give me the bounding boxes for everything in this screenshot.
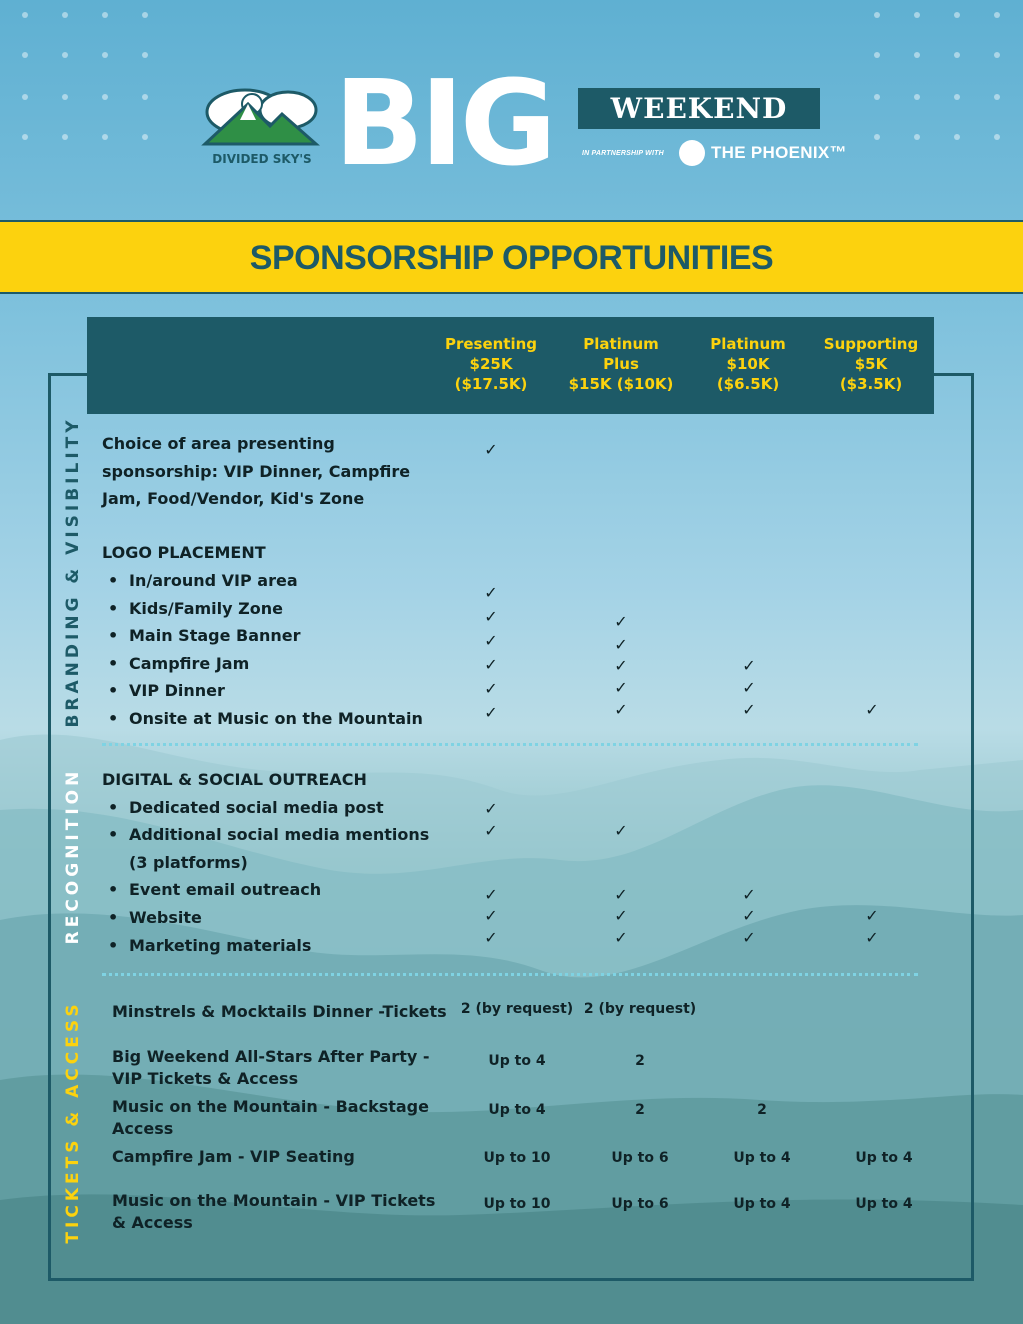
check-mark: ✓ bbox=[614, 656, 628, 675]
check-mark: ✓ bbox=[614, 612, 628, 631]
list-item: • Main Stage Banner bbox=[112, 626, 301, 645]
list-item-continuation: (3 platforms) bbox=[129, 853, 248, 872]
check-mark: ✓ bbox=[614, 928, 628, 947]
table-cell: 2 bbox=[635, 1053, 645, 1069]
check-mark: ✓ bbox=[614, 885, 628, 904]
check-mark: ✓ bbox=[484, 928, 498, 947]
weekend-wordmark: WEEKEND bbox=[578, 88, 820, 129]
check-mark: ✓ bbox=[484, 631, 498, 650]
table-cell: Up to 4 bbox=[855, 1196, 913, 1212]
list-item: • Dedicated social media post bbox=[112, 798, 384, 817]
column-platinum-plus: Platinum Plus $15K ($10K) bbox=[568, 335, 674, 393]
check-mark: ✓ bbox=[742, 928, 756, 947]
section-label-recognition: RECOGNITION bbox=[63, 767, 83, 945]
choice-of-area-text: Choice of area presenting sponsorship: VIP Dinner, Campfire Jam, Food/Vendor, Kid's Zone bbox=[102, 434, 411, 508]
table-cell: Up to 4 bbox=[733, 1150, 791, 1166]
check-mark: ✓ bbox=[484, 440, 498, 459]
list-item: • Website bbox=[112, 908, 202, 927]
column-supporting: Supporting $5K ($3.5K) bbox=[823, 335, 919, 393]
table-cell: 2 bbox=[635, 1102, 645, 1118]
check-mark: ✓ bbox=[865, 700, 879, 719]
table-cell: Up to 4 bbox=[855, 1150, 913, 1166]
table-cell: Up to 6 bbox=[611, 1196, 669, 1212]
table-cell: 2 bbox=[757, 1102, 767, 1118]
check-mark: ✓ bbox=[484, 906, 498, 925]
section-divider bbox=[102, 743, 918, 746]
list-item: • Additional social media mentions bbox=[112, 825, 429, 844]
check-mark: ✓ bbox=[484, 821, 498, 840]
section-label-branding: BRANDING & VISIBILITY bbox=[63, 416, 83, 728]
table-row-label: Big Weekend All-Stars After Party - VIP Tickets & Access bbox=[112, 1047, 430, 1088]
partnership-text: IN PARTNERSHIP WITH bbox=[582, 150, 664, 157]
divided-sky-logo bbox=[200, 82, 322, 174]
check-mark: ✓ bbox=[865, 906, 879, 925]
check-mark: ✓ bbox=[742, 678, 756, 697]
check-mark: ✓ bbox=[614, 678, 628, 697]
list-item: • Onsite at Music on the Mountain bbox=[112, 709, 423, 728]
logo-placement-heading: LOGO PLACEMENT bbox=[102, 543, 266, 562]
check-mark: ✓ bbox=[484, 799, 498, 818]
column-presenting: Presenting $25K ($17.5K) bbox=[444, 335, 538, 393]
list-item: • Kids/Family Zone bbox=[112, 599, 283, 618]
check-mark: ✓ bbox=[484, 679, 498, 698]
table-cell: 2 (by request) bbox=[460, 1001, 574, 1017]
section-divider bbox=[102, 973, 918, 976]
check-mark: ✓ bbox=[614, 821, 628, 840]
title-banner bbox=[0, 220, 1023, 294]
check-mark: ✓ bbox=[742, 906, 756, 925]
table-row-label: Campfire Jam - VIP Seating bbox=[112, 1147, 355, 1166]
check-mark: ✓ bbox=[484, 655, 498, 674]
list-item: • VIP Dinner bbox=[112, 681, 225, 700]
table-cell: Up to 6 bbox=[611, 1150, 669, 1166]
column-platinum: Platinum $10K ($6.5K) bbox=[710, 335, 786, 393]
section-label-tickets: TICKETS & ACCESS bbox=[63, 1000, 83, 1244]
table-cell: Up to 10 bbox=[483, 1150, 551, 1166]
table-cell: Up to 4 bbox=[488, 1102, 546, 1118]
table-row-label: Minstrels & Mocktails Dinner -Tickets bbox=[112, 1002, 447, 1021]
check-mark: ✓ bbox=[614, 700, 628, 719]
logo-text: DIVIDED SKY'S bbox=[212, 152, 312, 166]
table-cell: 2 (by request) bbox=[583, 1001, 697, 1017]
page-title: SPONSORSHIP OPPORTUNITIES bbox=[249, 239, 774, 277]
list-item: • Event email outreach bbox=[112, 880, 321, 899]
check-mark: ✓ bbox=[614, 635, 628, 654]
phoenix-logo-icon bbox=[679, 140, 705, 166]
check-mark: ✓ bbox=[742, 700, 756, 719]
check-mark: ✓ bbox=[484, 583, 498, 602]
table-row-label: Music on the Mountain - VIP Tickets & Access bbox=[112, 1191, 436, 1232]
table-cell: Up to 10 bbox=[483, 1196, 551, 1212]
check-mark: ✓ bbox=[614, 906, 628, 925]
list-item: • Marketing materials bbox=[112, 936, 311, 955]
list-item: • Campfire Jam bbox=[112, 654, 249, 673]
check-mark: ✓ bbox=[742, 656, 756, 675]
check-mark: ✓ bbox=[865, 928, 879, 947]
check-mark: ✓ bbox=[484, 703, 498, 722]
digital-outreach-heading: DIGITAL & SOCIAL OUTREACH bbox=[102, 770, 367, 789]
list-item: • In/around VIP area bbox=[112, 571, 298, 590]
table-cell: Up to 4 bbox=[488, 1053, 546, 1069]
big-wordmark: BIG bbox=[334, 54, 553, 192]
table-row-label: Music on the Mountain - Backstage Access bbox=[112, 1097, 429, 1138]
check-mark: ✓ bbox=[484, 885, 498, 904]
check-mark: ✓ bbox=[484, 607, 498, 626]
table-cell: Up to 4 bbox=[733, 1196, 791, 1212]
check-mark: ✓ bbox=[742, 885, 756, 904]
partner-name: THE PHOENIX™ bbox=[711, 143, 847, 162]
